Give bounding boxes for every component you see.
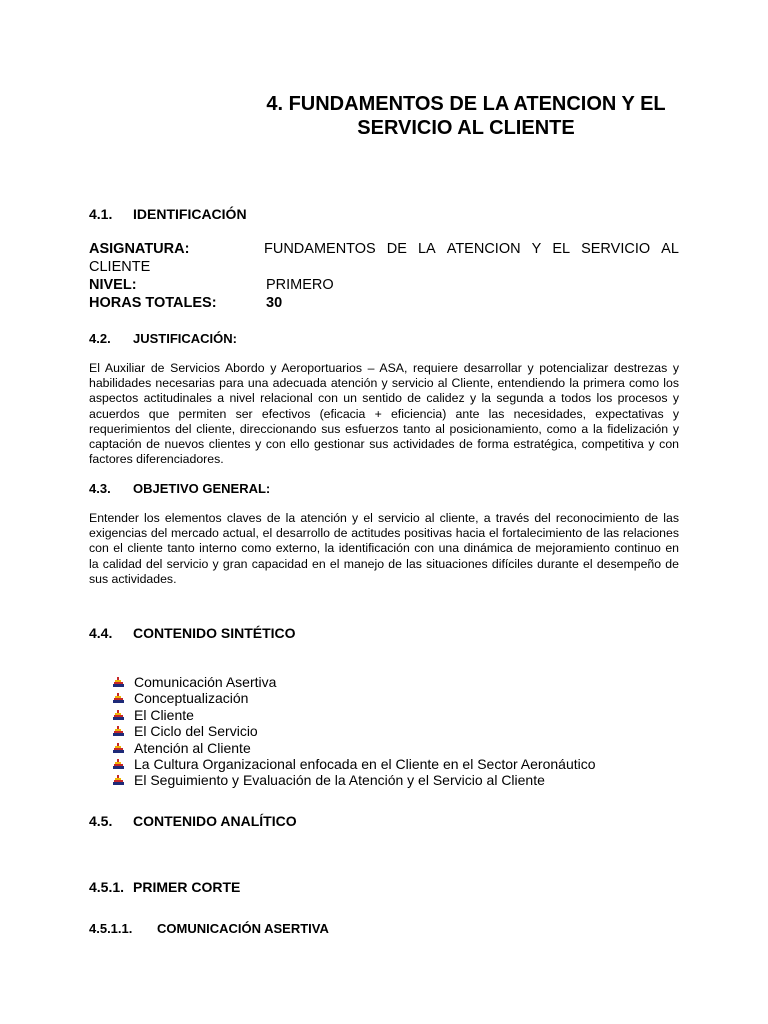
paragraph-line: aspectos actitudinales a nivel relacional con un sentido de calidez y la segunda a todos los procesos y: [89, 391, 679, 406]
heading-label: OBJETIVO GENERAL:: [133, 481, 271, 496]
contenido-sintetico-list: [113, 674, 596, 789]
horas-value: 30: [266, 295, 283, 311]
heading-number: 4.2.: [89, 331, 111, 346]
list-item-label: El Ciclo del Servicio: [134, 723, 258, 740]
list-item-label: Atención al Cliente: [134, 739, 251, 756]
heading-justificacion: [89, 330, 237, 348]
document-title: [246, 92, 686, 140]
justificacion-paragraph: [89, 361, 679, 467]
paragraph-line: sus actividades.: [89, 571, 177, 586]
asignatura-label: ASIGNATURA:: [89, 241, 190, 257]
heading-number: 4.5.1.1.: [89, 921, 133, 936]
stacked-bullet-icon: [113, 775, 124, 786]
stacked-bullet-icon: [113, 726, 124, 737]
list-item-label: Comunicación Asertiva: [134, 674, 277, 690]
title-line-1: 4. FUNDAMENTOS DE LA ATENCION Y EL: [266, 93, 666, 115]
heading-number: 4.3.: [89, 481, 111, 496]
asignatura-word: DE: [386, 241, 407, 257]
list-item-label: El Cliente: [134, 706, 194, 723]
list-item-label: El Seguimiento y Evaluación de la Atención y el Servicio al Cliente: [134, 772, 545, 789]
stacked-bullet-icon: [113, 759, 124, 770]
asignatura-word: FUNDAMENTOS: [264, 241, 376, 257]
heading-number: 4.5.1.: [89, 879, 125, 895]
heading-comunicacion-asertiva: [89, 920, 329, 938]
heading-label: IDENTIFICACIÓN: [133, 206, 247, 222]
list-item: [113, 772, 596, 788]
asignatura-word: SERVICIO: [581, 241, 651, 257]
nivel-value: PRIMERO: [266, 277, 334, 293]
heading-identificacion: [89, 205, 247, 223]
paragraph-line: factores diferenciadores.: [89, 452, 224, 467]
paragraph-line: habilidades necesarias para una adecuada atención y servicio al Cliente, entendiendo la primera como los: [89, 376, 679, 391]
heading-analitico: [89, 812, 297, 830]
heading-primer-corte: [89, 878, 240, 896]
list-item-label: La Cultura Organizacional enfocada en el Cliente en el Sector Aeronáutico: [134, 755, 596, 772]
horas-label: HORAS TOTALES:: [89, 295, 217, 311]
stacked-bullet-icon: [113, 677, 124, 688]
heading-label: PRIMER CORTE: [133, 879, 241, 895]
paragraph-line: captación de nuevos clientes y con ello gestionar sus actividades de forma estratégica, competitiva y con: [89, 436, 679, 451]
heading-label: CONTENIDO ANALÍTICO: [133, 813, 297, 829]
stacked-bullet-icon: [113, 743, 124, 754]
course-info: [89, 241, 679, 313]
paragraph-line: requerimientos del cliente, direccionando sus esfuerzos tanto al posicionamiento, como a la fidelización y: [89, 421, 679, 436]
asignatura-row: [89, 241, 679, 277]
list-item: [113, 756, 596, 772]
heading-number: 4.1.: [89, 206, 113, 222]
asignatura-value: [264, 241, 679, 258]
asignatura-value-cont: CLIENTE: [89, 259, 151, 275]
asignatura-word: Y: [531, 241, 542, 257]
list-item: [113, 690, 596, 706]
heading-sintetico: [89, 624, 296, 642]
stacked-bullet-icon: [113, 710, 124, 721]
paragraph-line: acuerdos que permiten ser efectivos (eficacia + eficiencia) ante las necesidades, expectativas y: [89, 406, 679, 421]
paragraph-line: El Auxiliar de Servicios Abordo y Aeroportuarios – ASA, requiere desarrollar y potencializar destrezas y: [89, 361, 679, 375]
paragraph-line: Entender los elementos claves de la atención y el servicio al cliente, a través del reconocimiento de las: [89, 511, 679, 525]
list-item: [113, 723, 596, 739]
paragraph-line: con el cliente tanto interno como externo, la identificación con una dinámica de mejoramiento continuo en: [89, 541, 679, 556]
heading-objetivo: [89, 480, 270, 498]
list-item: [113, 740, 596, 756]
asignatura-word: AL: [661, 241, 679, 257]
list-item-label: Conceptualización: [134, 690, 249, 707]
nivel-label: NIVEL:: [89, 277, 137, 293]
nivel-row: [89, 277, 679, 295]
paragraph-line: exigencias del mercado actual, el desarrollo de actitudes positivas hacia el fortalecimiento de las relaciones: [89, 526, 679, 541]
paragraph-line: la calidad del servicio y gran capacidad en el manejo de las situaciones difíciles durante el desempeño de: [89, 556, 679, 571]
heading-label: COMUNICACIÓN ASERTIVA: [157, 921, 329, 936]
stacked-bullet-icon: [113, 693, 124, 704]
list-item: [113, 674, 596, 690]
asignatura-word: EL: [552, 241, 571, 257]
list-item: [113, 707, 596, 723]
heading-label: JUSTIFICACIÓN:: [133, 331, 237, 346]
heading-number: 4.4.: [89, 625, 113, 641]
horas-row: [89, 295, 679, 313]
asignatura-word: LA: [417, 241, 436, 257]
heading-label: CONTENIDO SINTÉTICO: [133, 625, 296, 641]
title-line-2: SERVICIO AL CLIENTE: [357, 117, 575, 139]
heading-number: 4.5.: [89, 813, 113, 829]
objetivo-paragraph: [89, 511, 679, 587]
asignatura-word: ATENCION: [446, 241, 521, 257]
